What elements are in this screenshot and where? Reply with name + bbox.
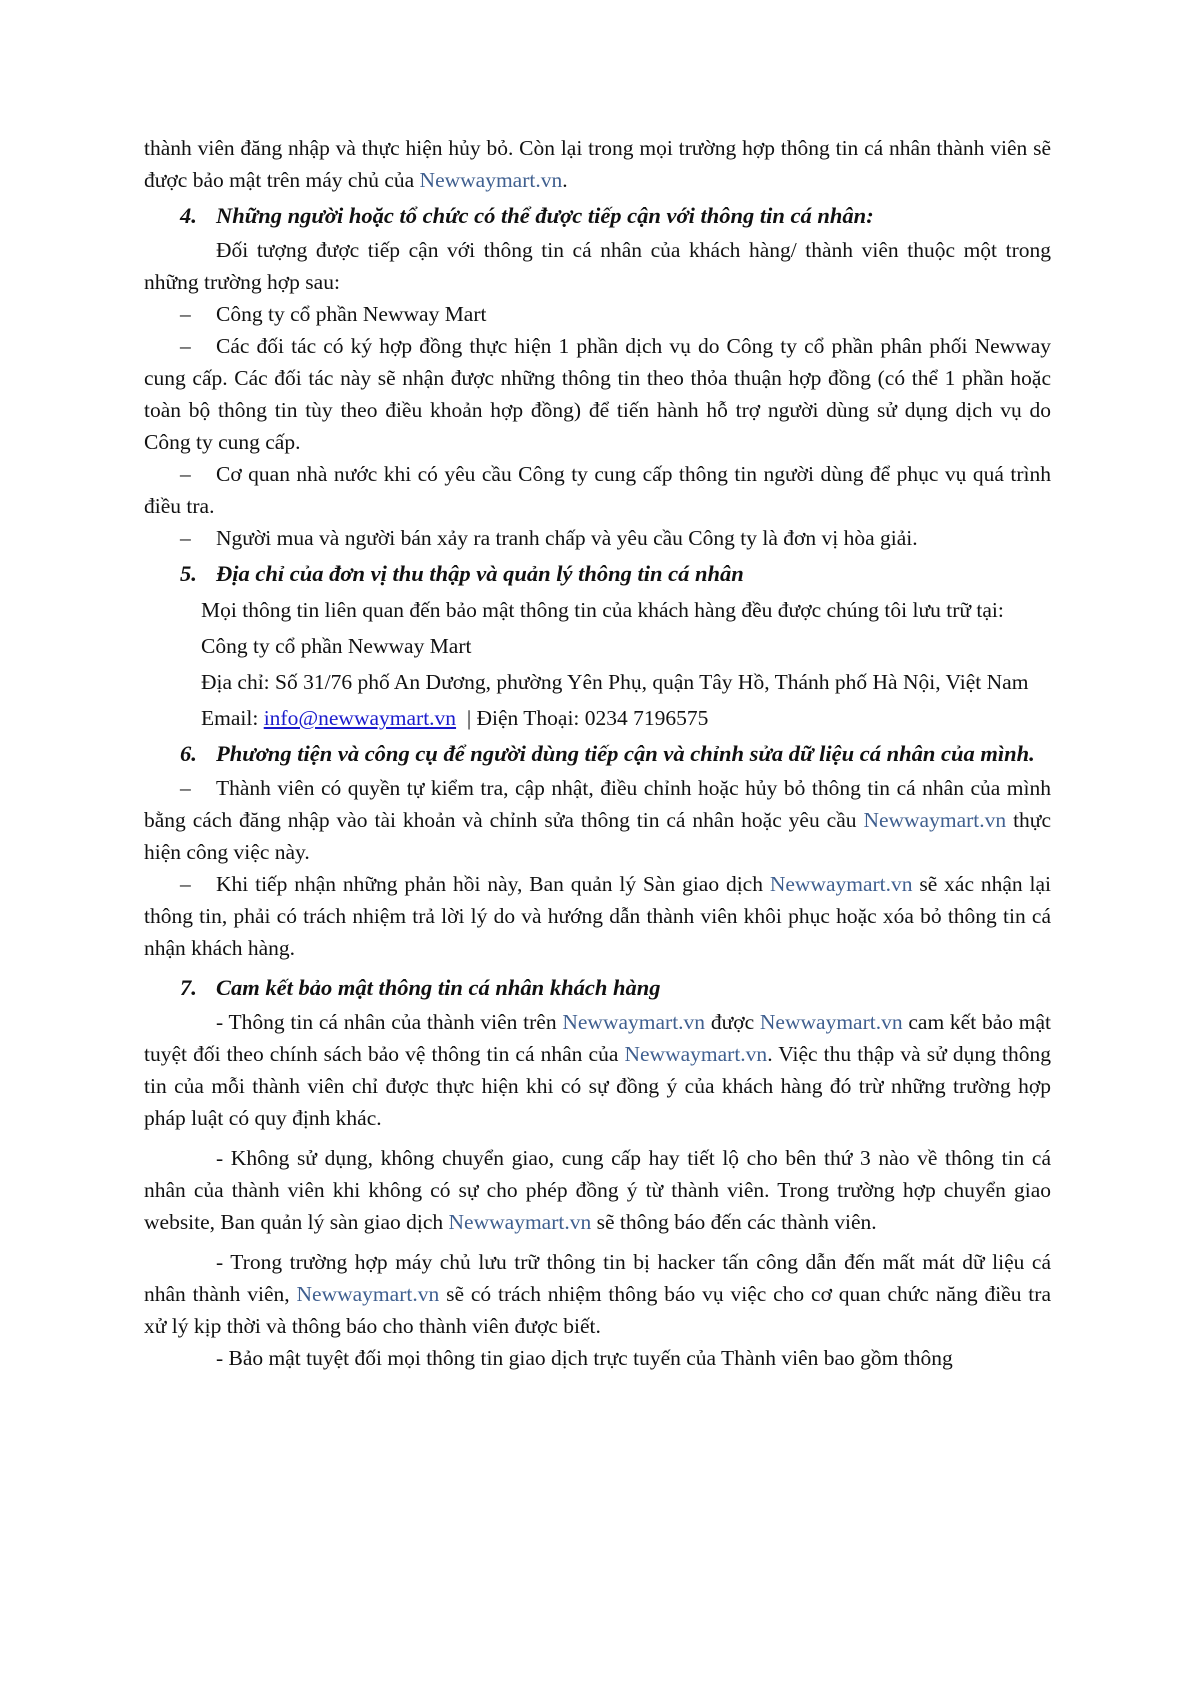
site-link[interactable]: Newwaymart.vn bbox=[863, 808, 1007, 832]
company-name: Công ty cổ phần Newway Mart bbox=[201, 634, 472, 658]
site-link[interactable]: Newwaymart.vn bbox=[624, 1042, 768, 1066]
list-item bbox=[144, 868, 1051, 964]
heading-number: 5. bbox=[180, 561, 197, 586]
text: thành viên đăng nhập và thực hiện hủy bỏ. Còn lại trong mọi trường hợp thông tin cá nhân thành viên sẽ được bảo mật trên máy chủ của bbox=[144, 136, 1051, 192]
dash-bullet: – bbox=[180, 334, 191, 358]
list-item bbox=[144, 298, 1051, 330]
site-link[interactable]: Newwaymart.vn bbox=[759, 1010, 903, 1034]
site-link[interactable]: Newwaymart.vn bbox=[419, 168, 563, 192]
list-item-text: Các đối tác có ký hợp đồng thực hiện 1 phần dịch vụ do Công ty cổ phần phân phối Newway cung cấp. Các đối tác này sẽ nhận được những thông tin theo thỏa thuận hợp đồng (có thể 1 phần hoặc toàn bộ thông tin tùy theo điều khoản hợp đồng) để tiến hành hỗ trợ người dùng sử dụng dịch vụ do Công ty cung cấp. bbox=[144, 334, 1051, 454]
text: - Không sử dụng, không chuyển giao, cung cấp hay tiết lộ cho bên thứ 3 nào về thông tin cá nhân của thành viên khi không có sự cho phép đồng ý từ thành viên. Trong trường hợp chuyển giao website, Ban quản lý sàn giao dịch bbox=[144, 1146, 1051, 1234]
phone: | Điện Thoại: 0234 7196575 bbox=[456, 706, 709, 730]
section-heading-5 bbox=[180, 558, 1051, 590]
address-block bbox=[144, 594, 1051, 734]
list-item bbox=[144, 330, 1051, 458]
site-link[interactable]: Newwaymart.vn bbox=[562, 1010, 706, 1034]
list-item-text: Người mua và người bán xảy ra tranh chấp và yêu cầu Công ty là đơn vị hòa giải. bbox=[216, 526, 918, 550]
dash-bullet: – bbox=[180, 526, 191, 550]
section-heading-7 bbox=[180, 972, 1051, 1004]
dash-bullet: – bbox=[180, 776, 191, 800]
contact-line bbox=[201, 702, 1051, 734]
document-page bbox=[144, 132, 1051, 1374]
site-link[interactable]: Newwaymart.vn bbox=[769, 872, 913, 896]
heading-text: Địa chỉ của đơn vị thu thập và quản lý thông tin cá nhân bbox=[216, 561, 744, 586]
heading-text: Phương tiện và công cụ để người dùng tiếp cận và chỉnh sửa dữ liệu cá nhân của mình. bbox=[216, 741, 1035, 766]
paragraph bbox=[144, 1006, 1051, 1134]
text: Khi tiếp nhận những phản hồi này, Ban quản lý Sàn giao dịch bbox=[216, 872, 770, 896]
text: . Việc thu thập và sử dụng thông tin của mỗi thành viên chỉ được thực hiện khi có sự đồng ý của khách hàng đó trừ những trường hợp pháp luật có quy định khác. bbox=[144, 1042, 1052, 1130]
text: Thành viên có quyền tự kiểm tra, cập nhật, điều chỉnh hoặc hủy bỏ thông tin cá nhân của mình bằng cách đăng nhập vào tài khoản và chỉnh sửa thông tin cá nhân hoặc yêu cầu bbox=[144, 776, 1051, 832]
text: sẽ có trách nhiệm thông báo vụ việc cho cơ quan chức năng điều tra xử lý kịp thời và thông báo cho thành viên được biết. bbox=[144, 1282, 1051, 1338]
text: được bbox=[705, 1010, 760, 1034]
dash-bullet: – bbox=[180, 302, 191, 326]
site-link[interactable]: Newwaymart.vn bbox=[448, 1210, 592, 1234]
section-heading-4 bbox=[180, 200, 1051, 232]
list-item-text: Công ty cổ phần Newway Mart bbox=[216, 302, 487, 326]
paragraph bbox=[144, 132, 1051, 196]
dash-bullet: – bbox=[180, 872, 191, 896]
heading-number: 6. bbox=[180, 741, 197, 766]
text: cam kết bảo mật tuyệt đối theo chính sách bảo vệ thông tin cá nhân của bbox=[144, 1010, 1051, 1066]
text: - Thông tin cá nhân của thành viên trên bbox=[216, 1010, 563, 1034]
email-label: Email: bbox=[201, 706, 264, 730]
paragraph: Đối tượng được tiếp cận với thông tin cá nhân của khách hàng/ thành viên thuộc một trong những trường hợp sau: bbox=[144, 238, 1051, 294]
heading-text: Cam kết bảo mật thông tin cá nhân khách hàng bbox=[216, 975, 661, 1000]
paragraph bbox=[144, 1246, 1051, 1342]
heading-number: 7. bbox=[180, 975, 197, 1000]
address: Địa chỉ: Số 31/76 phố An Dương, phường Yên Phụ, quận Tây Hồ, Thánh phố Hà Nội, Việt Nam bbox=[201, 670, 1029, 694]
email-link[interactable]: info@newwaymart.vn bbox=[263, 706, 457, 730]
list-item bbox=[144, 458, 1051, 522]
section-heading-6 bbox=[180, 738, 1051, 770]
text: sẽ thông báo đến các thành viên. bbox=[591, 1210, 877, 1234]
list-item-text: Cơ quan nhà nước khi có yêu cầu Công ty cung cấp thông tin người dùng để phục vụ quá trình điều tra. bbox=[144, 462, 1051, 518]
site-link[interactable]: Newwaymart.vn bbox=[296, 1282, 440, 1306]
text: thực hiện công việc này. bbox=[144, 808, 1051, 864]
text: . bbox=[562, 168, 568, 192]
text: sẽ xác nhận lại thông tin, phải có trách nhiệm trả lời lý do và hướng dẫn thành viên khôi phục hoặc xóa bỏ thông tin cá nhận khách hàng. bbox=[144, 872, 1051, 960]
dash-bullet: – bbox=[180, 462, 191, 486]
list-item bbox=[144, 522, 1051, 554]
heading-text: Những người hoặc tổ chức có thể được tiếp cận với thông tin cá nhân: bbox=[216, 203, 874, 228]
text: - Trong trường hợp máy chủ lưu trữ thông tin bị hacker tấn công dẫn đến mất mát dữ liệu cá nhân thành viên, bbox=[144, 1250, 1051, 1306]
list-item bbox=[144, 772, 1051, 868]
paragraph bbox=[144, 1142, 1051, 1238]
paragraph: - Bảo mật tuyệt đối mọi thông tin giao dịch trực tuyến của Thành viên bao gồm thông bbox=[216, 1346, 953, 1370]
heading-number: 4. bbox=[180, 203, 197, 228]
paragraph: Mọi thông tin liên quan đến bảo mật thông tin của khách hàng đều được chúng tôi lưu trữ tại: bbox=[201, 598, 1004, 622]
